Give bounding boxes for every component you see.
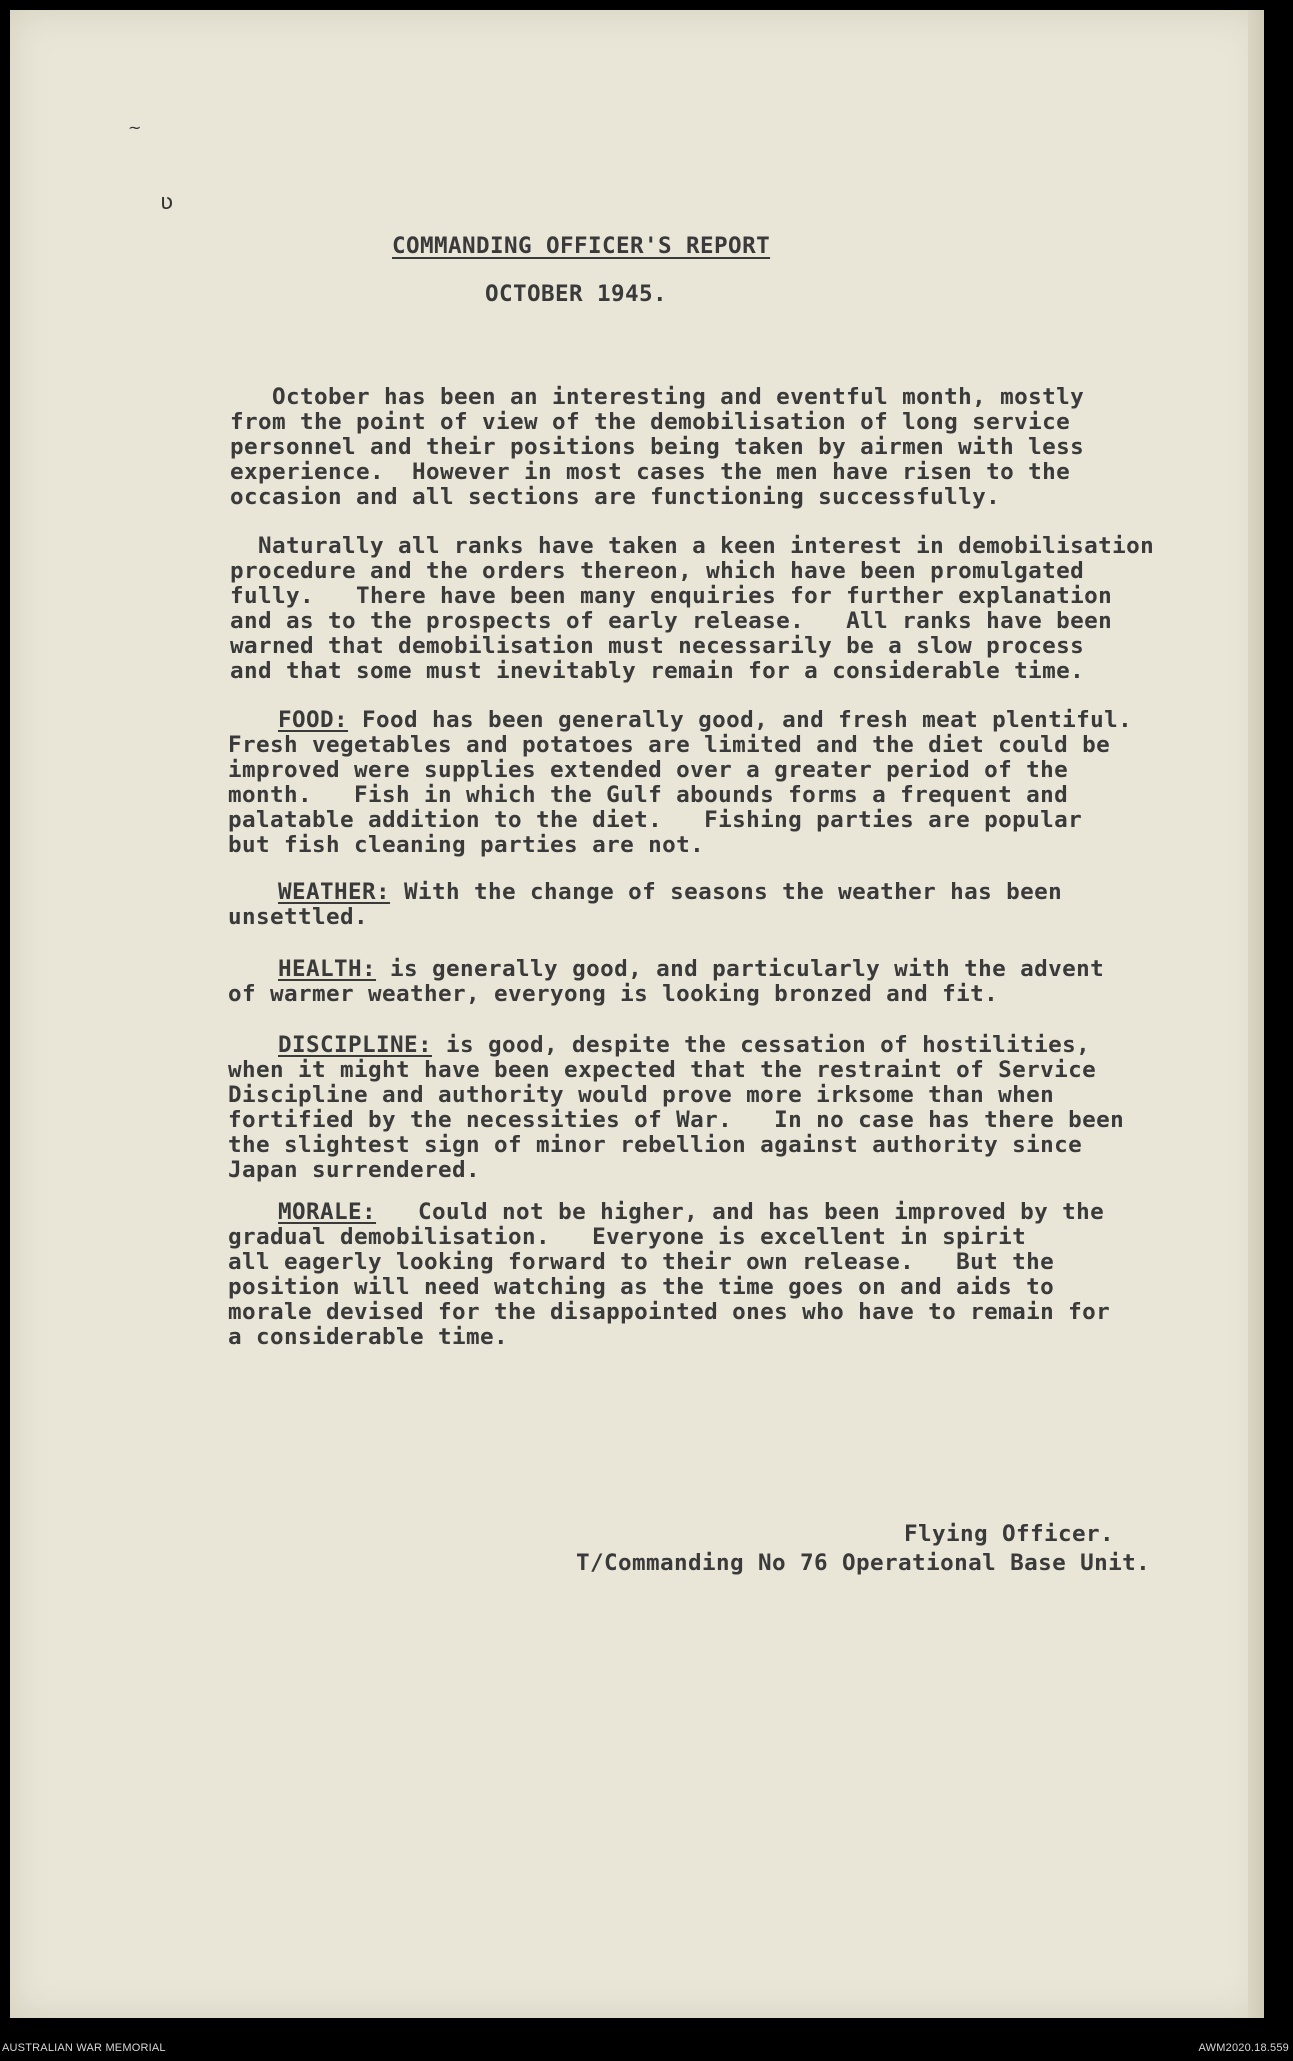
text-line: Naturally all ranks have taken a keen interest in demobilisation <box>258 533 1155 559</box>
text-line: unsettled. <box>228 904 369 930</box>
document-title: COMMANDING OFFICER'S REPORT <box>392 233 771 259</box>
text-line <box>228 880 1062 905</box>
text-line: and that some must inevitably remain for a considerable time. <box>230 658 1085 684</box>
text-line: fortified by the necessities of War. In no case has there been <box>228 1107 1125 1133</box>
text-line: the slightest sign of minor rebellion against authority since <box>228 1132 1083 1158</box>
text-line: but fish cleaning parties are not. <box>228 832 705 858</box>
text-line <box>228 957 1104 982</box>
paragraph-intro <box>230 385 1084 510</box>
text-line: position will need watching as the time goes on and aids to <box>228 1274 1055 1300</box>
text-line: October has been an interesting and eventful month, mostly <box>272 384 1085 410</box>
text-line: Fresh vegetables and potatoes are limited and the diet could be <box>228 732 1111 758</box>
text-line <box>228 708 1132 733</box>
text-line: all eagerly looking forward to their own release. But the <box>228 1249 1055 1275</box>
paragraph-demobilisation <box>230 534 1154 684</box>
text-line: fully. There have been many enquiries for further explanation <box>230 583 1113 609</box>
text-line <box>228 1200 1110 1225</box>
text-line: personnel and their positions being taken by airmen with less <box>230 434 1085 460</box>
text-line: occasion and all sections are functioning successfully. <box>230 484 1001 510</box>
text-line: palatable addition to the diet. Fishing parties are popular <box>228 807 1083 833</box>
text-fragment: Food has been generally good, and fresh meat plentiful. <box>348 707 1133 733</box>
text-line: morale devised for the disappointed ones who have to remain for <box>228 1299 1111 1325</box>
text-line: gradual demobilisation. Everyone is excellent in spirit <box>228 1224 1027 1250</box>
section-heading-morale: MORALE: <box>278 1199 377 1225</box>
text-line: when it might have been expected that the restraint of Service <box>228 1057 1097 1083</box>
text-line: improved were supplies extended over a greater period of the <box>228 757 1069 783</box>
text-line <box>228 1033 1124 1058</box>
archive-reference: AWM2020.18.559 <box>1198 2042 1289 2054</box>
paragraph-morale <box>228 1200 1110 1350</box>
punch-mark-top: ~ <box>128 118 142 137</box>
text-line: Japan surrendered. <box>228 1157 481 1183</box>
paragraph-discipline <box>228 1033 1124 1183</box>
section-heading-discipline: DISCIPLINE: <box>278 1032 433 1058</box>
text-line: from the point of view of the demobilisation of long service <box>230 409 1071 435</box>
text-fragment: Could not be higher, and has been improved by the <box>376 1199 1105 1225</box>
section-heading-health: HEALTH: <box>278 956 377 982</box>
text-line: warned that demobilisation must necessarily be a slow process <box>230 633 1085 659</box>
paper-edge <box>1248 10 1264 2018</box>
text-line: of warmer weather, everyong is looking bronzed and fit. <box>228 981 999 1007</box>
paragraph-weather <box>228 880 1062 930</box>
text-line: experience. However in most cases the men have risen to the <box>230 459 1071 485</box>
section-heading-food: FOOD: <box>278 707 349 733</box>
paragraph-health <box>228 957 1104 1007</box>
signature-unit: T/Commanding No 76 Operational Base Unit. <box>576 1550 1151 1576</box>
signature-rank: Flying Officer. <box>904 1521 1115 1547</box>
text-fragment: is generally good, and particularly with the advent <box>376 956 1105 982</box>
text-fragment: is good, despite the cessation of hostilities, <box>432 1032 1091 1058</box>
paragraph-food <box>228 708 1132 858</box>
text-line: procedure and the orders thereon, which have been promulgated <box>230 558 1085 584</box>
text-line: Discipline and authority would prove more irksome than when <box>228 1082 1055 1108</box>
archive-credit: AUSTRALIAN WAR MEMORIAL <box>2 2042 166 2054</box>
document-date: OCTOBER 1945. <box>485 281 668 307</box>
text-line: and as to the prospects of early release. All ranks have been <box>230 608 1113 634</box>
section-heading-weather: WEATHER: <box>278 879 391 905</box>
text-fragment: With the change of seasons the weather has been <box>390 879 1063 905</box>
paper-sheet <box>10 10 1264 2018</box>
text-line: a considerable time. <box>228 1324 509 1350</box>
punch-mark: ʋ <box>160 190 174 215</box>
text-line: month. Fish in which the Gulf abounds forms a frequent and <box>228 782 1069 808</box>
